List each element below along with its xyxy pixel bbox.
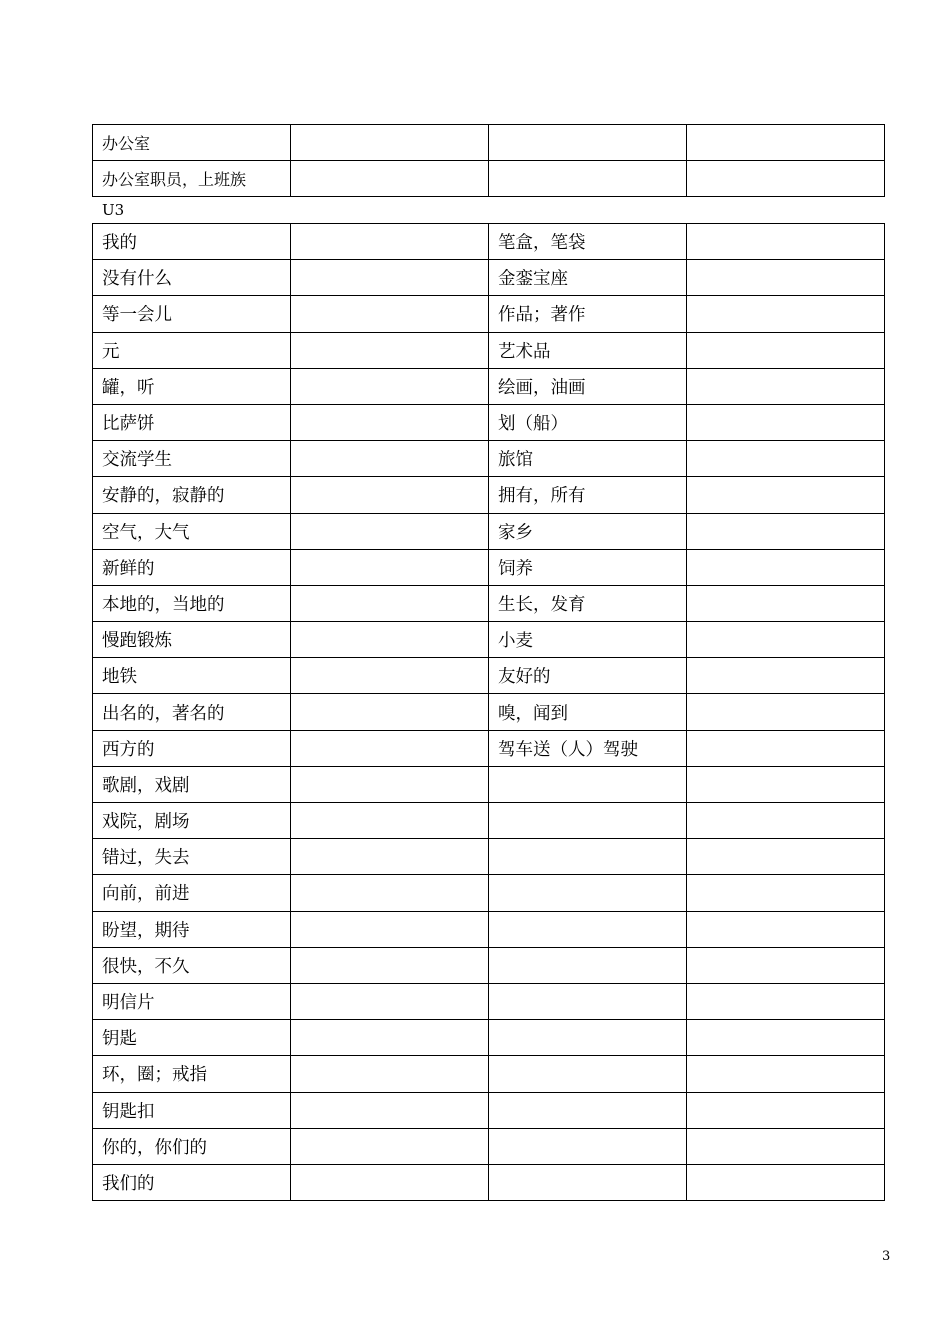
table-row (93, 730, 885, 766)
table-cell (687, 161, 885, 197)
table-cell (291, 296, 489, 332)
table-cell (687, 1092, 885, 1128)
table-cell (687, 947, 885, 983)
table-cell: 我的 (93, 224, 291, 260)
table-cell: 地铁 (93, 658, 291, 694)
table-row (93, 368, 885, 404)
table-cell: 出名的，著名的 (93, 694, 291, 730)
table-cell (687, 404, 885, 440)
table-cell: 很快，不久 (93, 947, 291, 983)
table-cell (687, 585, 885, 621)
table-row (93, 513, 885, 549)
section-label: U3 (102, 201, 125, 219)
table-cell: 本地的，当地的 (93, 585, 291, 621)
table-cell (291, 549, 489, 585)
table-cell (291, 404, 489, 440)
table-cell (687, 441, 885, 477)
table-cell: 没有什么 (93, 260, 291, 296)
table-cell (291, 875, 489, 911)
table-row (93, 585, 885, 621)
table-cell: 作品；著作 (489, 296, 687, 332)
table-row (93, 1092, 885, 1128)
table-cell (291, 947, 489, 983)
table-row (93, 1164, 885, 1200)
table-cell: 戏院，剧场 (93, 803, 291, 839)
table-cell (687, 1164, 885, 1200)
table-cell: 饲养 (489, 549, 687, 585)
table-cell: 西方的 (93, 730, 291, 766)
table-cell (687, 694, 885, 730)
table-cell: 钥匙扣 (93, 1092, 291, 1128)
table-cell: 友好的 (489, 658, 687, 694)
table-row (93, 947, 885, 983)
table-cell: 元 (93, 332, 291, 368)
table-row (93, 911, 885, 947)
table-cell: 盼望，期待 (93, 911, 291, 947)
table-cell: 空气，大气 (93, 513, 291, 549)
table-cell (489, 1164, 687, 1200)
table-cell: 金銮宝座 (489, 260, 687, 296)
table-cell (687, 477, 885, 513)
table-cell (291, 766, 489, 802)
table-cell: 安静的，寂静的 (93, 477, 291, 513)
table-cell (687, 296, 885, 332)
table-cell (291, 368, 489, 404)
page-number: 3 (882, 1249, 891, 1264)
table-cell (291, 1092, 489, 1128)
table-row (93, 839, 885, 875)
table-cell (291, 658, 489, 694)
table-cell (687, 803, 885, 839)
table-cell (489, 1056, 687, 1092)
table-cell: 家乡 (489, 513, 687, 549)
table-cell (291, 332, 489, 368)
vocab-table-top (92, 124, 885, 197)
table-cell: 明信片 (93, 983, 291, 1019)
table-cell (291, 477, 489, 513)
table-cell: 我们的 (93, 1164, 291, 1200)
table-cell (687, 766, 885, 802)
table-row (93, 161, 885, 197)
table-cell (291, 125, 489, 161)
table-cell: 驾车送（人）驾驶 (489, 730, 687, 766)
table-cell (687, 875, 885, 911)
table-cell: 新鲜的 (93, 549, 291, 585)
table-cell (489, 803, 687, 839)
table-row (93, 803, 885, 839)
table-cell: 歌剧，戏剧 (93, 766, 291, 802)
table-cell: 你的，你们的 (93, 1128, 291, 1164)
table-cell (291, 1164, 489, 1200)
table-cell (291, 911, 489, 947)
table-cell: 向前，前进 (93, 875, 291, 911)
table-cell: 比萨饼 (93, 404, 291, 440)
table-cell (291, 839, 489, 875)
table-cell (687, 658, 885, 694)
table-cell: 嗅，闻到 (489, 694, 687, 730)
vocab-table-u3 (92, 223, 885, 1201)
table-cell (489, 947, 687, 983)
table-cell: 旅馆 (489, 441, 687, 477)
table-cell (291, 161, 489, 197)
table-row (93, 875, 885, 911)
table-cell (687, 1128, 885, 1164)
table-cell: 笔盒，笔袋 (489, 224, 687, 260)
table-row (93, 549, 885, 585)
table-cell (687, 1020, 885, 1056)
table-row (93, 441, 885, 477)
table-cell (291, 585, 489, 621)
table-cell: 小麦 (489, 622, 687, 658)
table-row (93, 1020, 885, 1056)
table-row (93, 125, 885, 161)
table-cell: 办公室 (93, 125, 291, 161)
table-cell: 交流学生 (93, 441, 291, 477)
table-row (93, 1128, 885, 1164)
table-cell (489, 766, 687, 802)
table-cell (489, 161, 687, 197)
table-cell: 划（船） (489, 404, 687, 440)
table-row (93, 404, 885, 440)
table-cell (687, 260, 885, 296)
table-cell (687, 622, 885, 658)
table-row (93, 622, 885, 658)
table-cell: 罐，听 (93, 368, 291, 404)
table-cell: 生长，发育 (489, 585, 687, 621)
table-cell: 错过，失去 (93, 839, 291, 875)
table-cell (489, 911, 687, 947)
table-cell: 办公室职员，上班族 (93, 161, 291, 197)
table-cell (291, 441, 489, 477)
table-row (93, 296, 885, 332)
table-cell (489, 1020, 687, 1056)
table-cell (291, 803, 489, 839)
table-cell (291, 224, 489, 260)
table-cell (687, 125, 885, 161)
table-row (93, 332, 885, 368)
table-cell (291, 983, 489, 1019)
table-cell: 等一会儿 (93, 296, 291, 332)
table-cell (687, 983, 885, 1019)
table-row (93, 260, 885, 296)
table-cell (489, 1128, 687, 1164)
table-cell (687, 513, 885, 549)
table-cell (687, 911, 885, 947)
table-cell (291, 260, 489, 296)
table-cell (687, 839, 885, 875)
table-cell (489, 875, 687, 911)
table-cell (687, 549, 885, 585)
table-cell (687, 332, 885, 368)
table-row (93, 224, 885, 260)
table-cell: 慢跑锻炼 (93, 622, 291, 658)
table-cell (489, 1092, 687, 1128)
table-cell: 环，圈；戒指 (93, 1056, 291, 1092)
table-cell (291, 1056, 489, 1092)
table-cell: 钥匙 (93, 1020, 291, 1056)
table-cell (687, 224, 885, 260)
table-cell (489, 983, 687, 1019)
table-row (93, 477, 885, 513)
table-cell: 艺术品 (489, 332, 687, 368)
table-row (93, 766, 885, 802)
table-cell (687, 1056, 885, 1092)
table-cell: 绘画，油画 (489, 368, 687, 404)
table-cell (291, 513, 489, 549)
table-row (93, 1056, 885, 1092)
table-cell (687, 730, 885, 766)
table-cell (489, 839, 687, 875)
table-cell (291, 730, 489, 766)
table-row (93, 983, 885, 1019)
table-cell (489, 125, 687, 161)
table-cell (291, 622, 489, 658)
table-cell: 拥有，所有 (489, 477, 687, 513)
table-row (93, 658, 885, 694)
table-cell (291, 1020, 489, 1056)
table-cell (291, 1128, 489, 1164)
table-cell (687, 368, 885, 404)
table-row (93, 694, 885, 730)
table-cell (291, 694, 489, 730)
